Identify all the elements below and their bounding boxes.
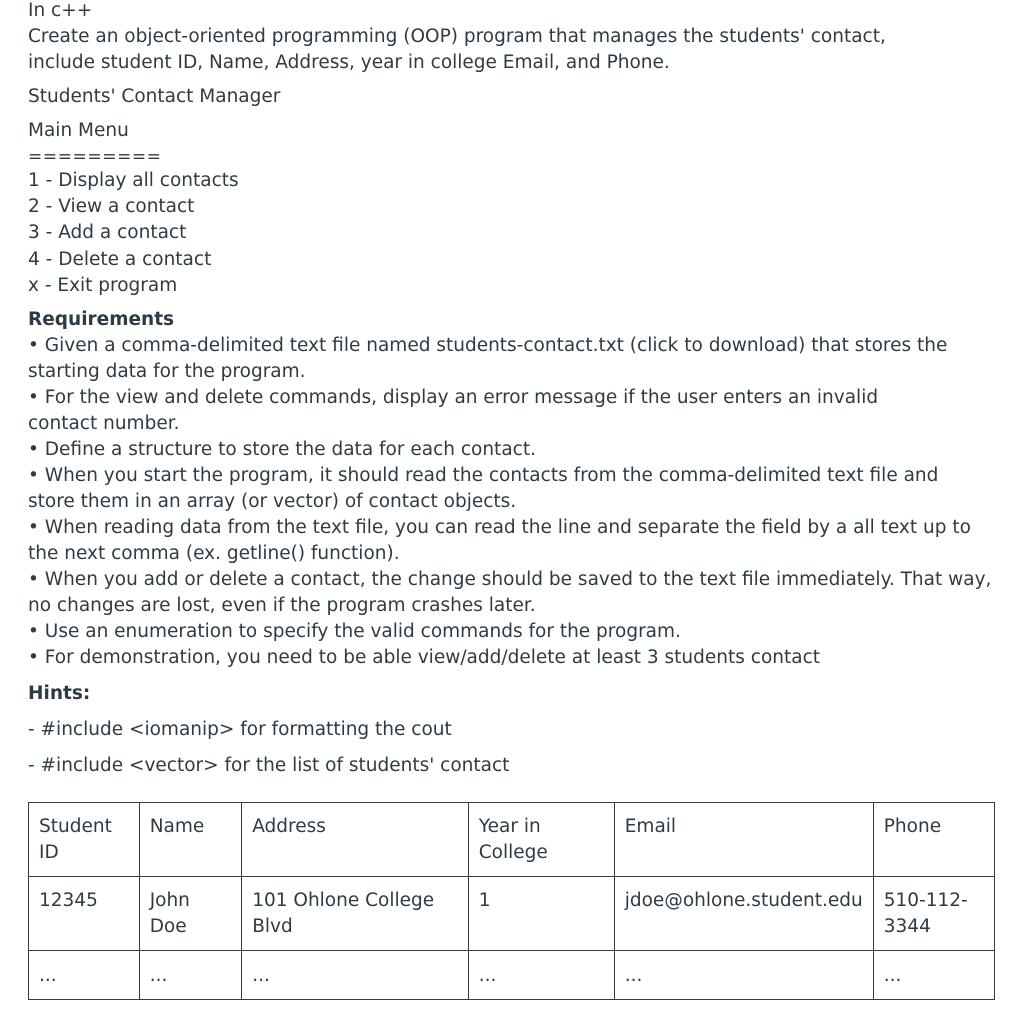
contacts-table	[28, 802, 995, 1000]
header-name: Name	[139, 803, 242, 877]
menu-item-display: 1 - Display all contacts	[28, 170, 239, 191]
menu-item-add: 3 - Add a contact	[28, 222, 187, 244]
cell-phone: 510-112-3344	[873, 877, 994, 951]
cell-ellipsis: ...	[242, 951, 469, 1000]
menu-item-view: 2 - View a contact	[28, 196, 195, 218]
menu-title: Main Menu	[28, 120, 129, 141]
requirements-list	[28, 333, 998, 671]
table-row	[29, 951, 995, 1000]
main-menu	[28, 146, 998, 299]
hint-item-vector: - #include <vector> for the list of students' contact	[28, 755, 510, 777]
cell-address: 101 Ohlone College Blvd	[242, 877, 469, 951]
requirement-item: • Define a structure to store the data for each contact.	[28, 439, 536, 461]
requirement-item: • When reading data from the text file, you can read the line and separate the field by a all text up to the next comma (ex. getline() function).	[28, 517, 971, 565]
cell-ellipsis: ...	[614, 951, 873, 1000]
language-line: In c++	[28, 0, 93, 21]
requirement-item: • For the view and delete commands, display an error message if the user enters an invalid contact number.	[28, 387, 879, 435]
cell-ellipsis: ...	[873, 951, 994, 1000]
cell-email: jdoe@ohlone.student.edu	[614, 877, 873, 951]
header-email: Email	[614, 803, 873, 877]
table-header-row	[29, 803, 995, 877]
cell-year: 1	[468, 877, 614, 951]
cell-ellipsis: ...	[139, 951, 242, 1000]
requirement-item: • Given a comma-delimited text file named students-contact.txt (click to download) that stores the starting data for the program.	[28, 335, 948, 383]
hints-heading: Hints:	[28, 683, 91, 705]
requirement-item: • When you add or delete a contact, the change should be saved to the text file immediately. That way, no changes are lost, even if the program crashes later.	[28, 569, 992, 617]
menu-underline: =========	[28, 147, 162, 167]
program-title: Students' Contact Manager	[28, 86, 281, 107]
header-phone: Phone	[873, 803, 994, 877]
cell-name: John Doe	[139, 877, 242, 951]
header-student-id: Student ID	[29, 803, 140, 877]
table-row	[29, 877, 995, 951]
cell-student-id: 12345	[29, 877, 140, 951]
requirements-heading: Requirements	[28, 309, 175, 331]
requirement-item: • Use an enumeration to specify the valid commands for the program.	[28, 621, 681, 643]
hint-item-iomanip: - #include <iomanip> for formatting the cout	[28, 719, 452, 741]
assignment-document	[28, 0, 998, 779]
requirement-item: • For demonstration, you need to be able view/add/delete at least 3 students contact	[28, 647, 821, 669]
header-year: Year in College	[468, 803, 614, 877]
cell-ellipsis: ...	[29, 951, 140, 1000]
requirement-item: • When you start the program, it should read the contacts from the comma-delimited text file and store them in an array (or vector) of contact objects.	[28, 465, 939, 513]
cell-ellipsis: ...	[468, 951, 614, 1000]
menu-item-exit: x - Exit program	[28, 274, 178, 296]
menu-item-delete: 4 - Delete a contact	[28, 248, 212, 270]
header-address: Address	[242, 803, 469, 877]
intro-paragraph: Create an object-oriented programming (OOP) program that manages the students' contact, include student ID, Name, Address, year in college Email, and Phone.	[28, 26, 886, 73]
